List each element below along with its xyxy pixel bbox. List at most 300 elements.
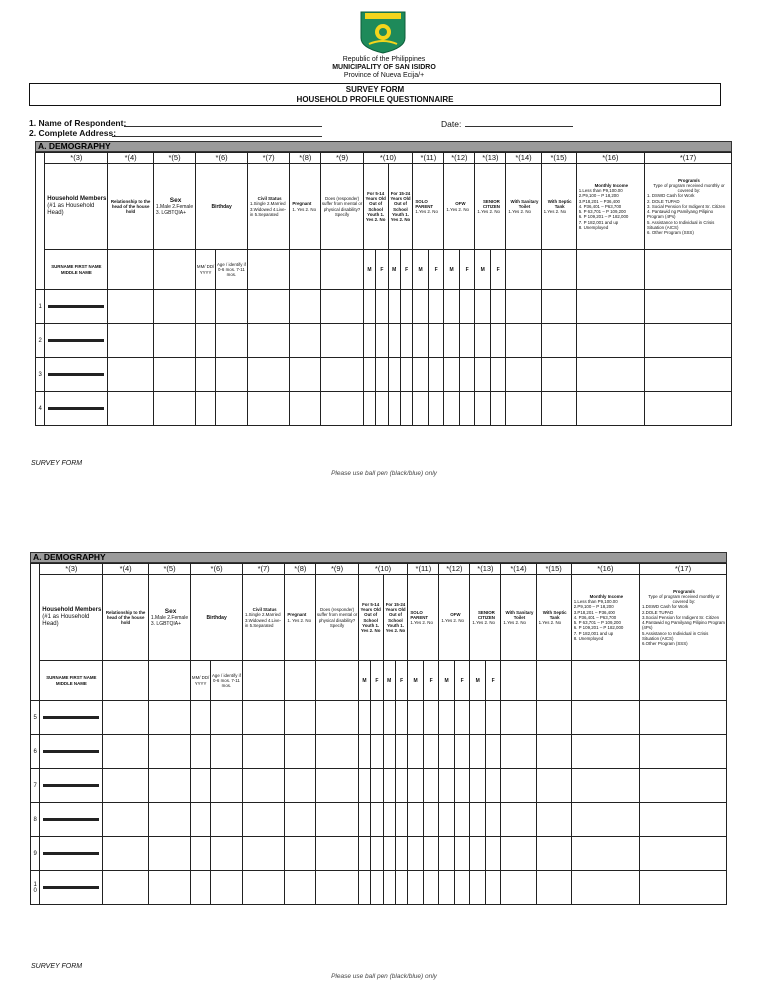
entry-cell[interactable]: [444, 358, 460, 392]
entry-cell[interactable]: [423, 701, 439, 735]
entry-cell[interactable]: [321, 358, 363, 392]
entry-cell[interactable]: [376, 324, 388, 358]
entry-cell[interactable]: [501, 803, 536, 837]
entry-cell[interactable]: [506, 392, 541, 426]
entry-cell[interactable]: [383, 735, 395, 769]
entry-cell[interactable]: [210, 871, 242, 905]
entry-cell[interactable]: [358, 837, 370, 871]
entry-cell[interactable]: [153, 392, 195, 426]
entry-cell[interactable]: [247, 324, 289, 358]
entry-cell[interactable]: [428, 290, 444, 324]
entry-cell[interactable]: [395, 837, 407, 871]
sex-subheader: [148, 661, 190, 701]
entry-cell[interactable]: [428, 358, 444, 392]
respondent-input-line[interactable]: [124, 126, 322, 127]
entry-cell[interactable]: [285, 837, 316, 871]
entry-cell[interactable]: [371, 701, 383, 735]
entry-cell[interactable]: [428, 392, 444, 426]
entry-cell[interactable]: [475, 324, 491, 358]
entry-cell[interactable]: [400, 290, 412, 324]
sex-label: Sex: [164, 608, 177, 615]
entry-cell[interactable]: [290, 290, 321, 324]
name-entry-lines[interactable]: [40, 750, 102, 753]
entry-cell[interactable]: [191, 701, 211, 735]
entry-cell[interactable]: [148, 803, 190, 837]
male-header: M: [413, 250, 429, 290]
entry-cell[interactable]: [501, 837, 536, 871]
entry-cell[interactable]: [490, 392, 506, 426]
entry-cell[interactable]: [639, 701, 726, 735]
name-entry-line[interactable]: [48, 307, 104, 308]
entry-cell[interactable]: [571, 837, 639, 871]
member-name-cell[interactable]: [40, 735, 103, 769]
member-name-cell[interactable]: [40, 837, 103, 871]
entry-cell[interactable]: [454, 769, 470, 803]
date-input-line[interactable]: [465, 126, 573, 127]
entry-cell[interactable]: [439, 701, 455, 735]
program-option: 1. DSWD Cash for Work: [646, 193, 695, 199]
member-name-cell[interactable]: [45, 358, 108, 392]
entry-cell[interactable]: [444, 290, 460, 324]
septic-tank-header: [541, 164, 576, 250]
entry-cell[interactable]: [316, 871, 358, 905]
entry-cell[interactable]: [321, 392, 363, 426]
entry-cell[interactable]: [470, 769, 486, 803]
entry-cell[interactable]: [541, 392, 576, 426]
female-header: F: [395, 661, 407, 701]
female-header: F: [490, 250, 506, 290]
entry-cell[interactable]: [196, 358, 216, 392]
entry-cell[interactable]: [408, 701, 424, 735]
entry-cell[interactable]: [536, 701, 571, 735]
entry-cell[interactable]: [470, 701, 486, 735]
name-entry-line[interactable]: [43, 888, 99, 889]
septic-subheader: [541, 250, 576, 290]
entry-cell[interactable]: [388, 290, 400, 324]
entry-cell[interactable]: [316, 803, 358, 837]
entry-cell[interactable]: [423, 769, 439, 803]
senior-citizen-options: 1.Yes 2. No: [477, 209, 500, 215]
entry-cell[interactable]: [108, 324, 153, 358]
name-entry-line[interactable]: [48, 409, 104, 410]
program-option: 6.Other Program (SSS): [641, 640, 688, 646]
name-entry-line[interactable]: [43, 820, 99, 821]
entry-cell[interactable]: [371, 837, 383, 871]
entry-cell[interactable]: [475, 358, 491, 392]
entry-cell[interactable]: [210, 837, 242, 871]
entry-cell[interactable]: [215, 392, 247, 426]
entry-cell[interactable]: [383, 769, 395, 803]
entry-cell[interactable]: [485, 803, 501, 837]
household-members-header: [45, 164, 108, 250]
entry-cell[interactable]: [400, 392, 412, 426]
entry-cell[interactable]: [506, 324, 541, 358]
entry-cell[interactable]: [242, 701, 284, 735]
entry-cell[interactable]: [423, 735, 439, 769]
pregnant-label: Pregnant: [292, 201, 312, 207]
entry-cell[interactable]: [536, 735, 571, 769]
entry-cell[interactable]: [395, 701, 407, 735]
col-8-header: *(8): [285, 564, 316, 575]
entry-cell[interactable]: [196, 392, 216, 426]
name-entry-lines[interactable]: [40, 886, 102, 889]
entry-cell[interactable]: [470, 871, 486, 905]
income-option: 3.P18,201 – P36,400: [578, 198, 620, 204]
entry-cell[interactable]: [363, 290, 375, 324]
entry-cell[interactable]: [321, 324, 363, 358]
entry-cell[interactable]: [470, 735, 486, 769]
name-entry-lines[interactable]: [40, 852, 102, 855]
entry-cell[interactable]: [210, 803, 242, 837]
male-header: M: [363, 250, 375, 290]
pregnant-header: [285, 575, 316, 661]
household-members-label: Household Members: [47, 196, 107, 202]
entry-cell[interactable]: [501, 769, 536, 803]
entry-cell[interactable]: [247, 290, 289, 324]
entry-cell[interactable]: [358, 871, 370, 905]
name-entry-line[interactable]: [43, 718, 99, 719]
entry-cell[interactable]: [383, 803, 395, 837]
name-parts-header: SURNAME FIRST NAME MIDDLE NAME: [40, 661, 103, 701]
entry-cell[interactable]: [371, 871, 383, 905]
entry-cell[interactable]: [363, 324, 375, 358]
demography-table-page1: [35, 152, 732, 426]
entry-cell[interactable]: [148, 735, 190, 769]
entry-cell[interactable]: [475, 392, 491, 426]
entry-cell[interactable]: [541, 324, 576, 358]
entry-cell[interactable]: [459, 392, 475, 426]
entry-cell[interactable]: [191, 837, 211, 871]
member-name-cell[interactable]: [40, 701, 103, 735]
entry-cell[interactable]: [242, 803, 284, 837]
entry-cell[interactable]: [423, 837, 439, 871]
entry-cell[interactable]: [408, 871, 424, 905]
entry-cell[interactable]: [388, 358, 400, 392]
entry-cell[interactable]: [541, 358, 576, 392]
entry-cell[interactable]: [196, 324, 216, 358]
col-17-header: *(17): [644, 153, 731, 164]
entry-cell[interactable]: [395, 769, 407, 803]
entry-cell[interactable]: [383, 837, 395, 871]
entry-cell[interactable]: [148, 837, 190, 871]
entry-cell[interactable]: [541, 290, 576, 324]
entry-cell[interactable]: [439, 871, 455, 905]
entry-cell[interactable]: [485, 735, 501, 769]
entry-cell[interactable]: [644, 290, 731, 324]
name-entry-line[interactable]: [48, 341, 104, 342]
entry-cell[interactable]: [383, 871, 395, 905]
entry-cell[interactable]: [454, 735, 470, 769]
entry-cell[interactable]: [490, 290, 506, 324]
entry-cell[interactable]: [103, 735, 148, 769]
entry-cell[interactable]: [639, 837, 726, 871]
name-parts-header: SURNAME FIRST NAME MIDDLE NAME: [45, 250, 108, 290]
row-number-header: [31, 564, 40, 701]
entry-cell[interactable]: [536, 803, 571, 837]
entry-cell[interactable]: [153, 358, 195, 392]
name-entry-lines[interactable]: [40, 716, 102, 719]
income-option: 4. P36,401 – P63,700: [573, 614, 617, 620]
entry-cell[interactable]: [285, 701, 316, 735]
entry-cell[interactable]: [148, 769, 190, 803]
entry-cell[interactable]: [536, 769, 571, 803]
entry-cell[interactable]: [485, 701, 501, 735]
entry-cell[interactable]: [371, 769, 383, 803]
entry-cell[interactable]: [639, 735, 726, 769]
entry-cell[interactable]: [639, 871, 726, 905]
entry-cell[interactable]: [454, 871, 470, 905]
entry-cell[interactable]: [413, 324, 429, 358]
entry-cell[interactable]: [383, 701, 395, 735]
entry-cell[interactable]: [215, 290, 247, 324]
entry-cell[interactable]: [444, 392, 460, 426]
col-6-header: *(6): [191, 564, 243, 575]
relationship-subheader: [108, 250, 153, 290]
entry-cell[interactable]: [358, 701, 370, 735]
entry-cell[interactable]: [490, 358, 506, 392]
solo-parent-label: SOLO PARENT: [415, 198, 434, 209]
entry-cell[interactable]: [485, 871, 501, 905]
entry-cell[interactable]: [454, 803, 470, 837]
entry-cell[interactable]: [371, 735, 383, 769]
name-entry-line[interactable]: [43, 854, 99, 855]
row-number: 1: [36, 290, 45, 324]
household-members-label: Household Members: [42, 607, 102, 613]
form-title: SURVEY FORM: [345, 85, 405, 94]
entry-cell[interactable]: [191, 769, 211, 803]
entry-cell[interactable]: [470, 837, 486, 871]
entry-cell[interactable]: [290, 358, 321, 392]
entry-cell[interactable]: [639, 769, 726, 803]
entry-cell[interactable]: [376, 392, 388, 426]
entry-cell[interactable]: [358, 769, 370, 803]
entry-cell[interactable]: [108, 392, 153, 426]
name-entry-lines[interactable]: [45, 305, 107, 308]
name-entry-line[interactable]: [48, 375, 104, 376]
member-name-cell[interactable]: [40, 769, 103, 803]
entry-cell[interactable]: [215, 324, 247, 358]
entry-cell[interactable]: [191, 803, 211, 837]
entry-cell[interactable]: [644, 392, 731, 426]
entry-cell[interactable]: [459, 324, 475, 358]
entry-cell[interactable]: [148, 871, 190, 905]
entry-cell[interactable]: [400, 358, 412, 392]
birthday-header: Birthday: [191, 575, 243, 661]
entry-cell[interactable]: [459, 358, 475, 392]
relationship-header: Relationship to the head of the house hold: [103, 575, 148, 661]
female-header: F: [400, 250, 412, 290]
name-entry-line[interactable]: [43, 752, 99, 753]
row-number: 3: [36, 358, 45, 392]
entry-cell[interactable]: [285, 735, 316, 769]
entry-cell[interactable]: [108, 358, 153, 392]
entry-cell[interactable]: [639, 803, 726, 837]
entry-cell[interactable]: [408, 803, 424, 837]
entry-cell[interactable]: [644, 324, 731, 358]
income-subheader: [576, 250, 644, 290]
entry-cell[interactable]: [153, 324, 195, 358]
entry-cell[interactable]: [363, 358, 375, 392]
program-subtitle: Type of program received monthly or covered by:: [653, 183, 725, 194]
name-entry-lines[interactable]: [40, 784, 102, 787]
entry-cell[interactable]: [439, 735, 455, 769]
entry-cell[interactable]: [321, 290, 363, 324]
entry-cell[interactable]: [242, 735, 284, 769]
member-name-cell[interactable]: [45, 290, 108, 324]
footer-pen-note: Please use ball pen (black/blue) only: [331, 470, 437, 477]
entry-cell[interactable]: [191, 735, 211, 769]
sex-header: [153, 164, 195, 250]
entry-cell[interactable]: [428, 324, 444, 358]
entry-cell[interactable]: [501, 735, 536, 769]
entry-cell[interactable]: [247, 358, 289, 392]
address-input-line[interactable]: [112, 136, 322, 137]
entry-cell[interactable]: [395, 871, 407, 905]
entry-cell[interactable]: [376, 358, 388, 392]
entry-cell[interactable]: [395, 803, 407, 837]
entry-cell[interactable]: [413, 358, 429, 392]
entry-cell[interactable]: [285, 769, 316, 803]
entry-cell[interactable]: [247, 392, 289, 426]
member-name-cell[interactable]: [45, 324, 108, 358]
col-4-header: *(4): [103, 564, 148, 575]
income-option: 6. P 109,201 – P 182,000: [573, 625, 624, 631]
entry-cell[interactable]: [196, 290, 216, 324]
entry-cell[interactable]: [576, 358, 644, 392]
entry-cell[interactable]: [408, 769, 424, 803]
col-7-header: *(7): [242, 564, 284, 575]
entry-cell[interactable]: [103, 701, 148, 735]
name-entry-line[interactable]: [43, 786, 99, 787]
entry-cell[interactable]: [371, 803, 383, 837]
entry-cell[interactable]: [470, 803, 486, 837]
date-label: Date:: [441, 119, 462, 129]
entry-cell[interactable]: [506, 290, 541, 324]
entry-cell[interactable]: [363, 392, 375, 426]
entry-cell[interactable]: [376, 290, 388, 324]
senior-citizen-label: SENIOR CITIZEN: [482, 198, 500, 209]
col-5-header: *(5): [153, 153, 195, 164]
entry-cell[interactable]: [454, 701, 470, 735]
member-name-cell[interactable]: [45, 392, 108, 426]
male-header: M: [383, 661, 395, 701]
entry-cell[interactable]: [316, 735, 358, 769]
entry-cell[interactable]: [103, 803, 148, 837]
entry-cell[interactable]: [576, 392, 644, 426]
entry-cell[interactable]: [215, 358, 247, 392]
entry-cell[interactable]: [316, 837, 358, 871]
entry-cell[interactable]: [571, 701, 639, 735]
entry-cell[interactable]: [413, 290, 429, 324]
entry-cell[interactable]: [490, 324, 506, 358]
member-name-cell[interactable]: [40, 871, 103, 905]
entry-cell[interactable]: [103, 837, 148, 871]
ofw-header: [444, 164, 475, 250]
member-name-cell[interactable]: [40, 803, 103, 837]
entry-cell[interactable]: [388, 324, 400, 358]
entry-cell[interactable]: [316, 701, 358, 735]
entry-cell[interactable]: [210, 701, 242, 735]
entry-cell[interactable]: [444, 324, 460, 358]
entry-cell[interactable]: [576, 324, 644, 358]
entry-cell[interactable]: [506, 358, 541, 392]
col-13-header: *(13): [475, 153, 506, 164]
entry-cell[interactable]: [395, 735, 407, 769]
entry-cell[interactable]: [576, 290, 644, 324]
entry-cell[interactable]: [358, 803, 370, 837]
entry-cell[interactable]: [210, 735, 242, 769]
entry-cell[interactable]: [153, 290, 195, 324]
entry-cell[interactable]: [242, 769, 284, 803]
entry-cell[interactable]: [388, 392, 400, 426]
name-entry-lines[interactable]: [45, 373, 107, 376]
entry-cell[interactable]: [501, 701, 536, 735]
entry-cell[interactable]: [210, 769, 242, 803]
name-entry-lines[interactable]: [45, 407, 107, 410]
entry-cell[interactable]: [423, 871, 439, 905]
row-number-header: [36, 153, 45, 290]
entry-cell[interactable]: [316, 769, 358, 803]
sanitary-toilet-header: [506, 164, 541, 250]
name-entry-lines[interactable]: [45, 339, 107, 342]
entry-cell[interactable]: [290, 324, 321, 358]
entry-cell[interactable]: [644, 358, 731, 392]
name-entry-lines[interactable]: [40, 818, 102, 821]
entry-cell[interactable]: [148, 701, 190, 735]
pregnant-header: [290, 164, 321, 250]
row-number: 2: [36, 324, 45, 358]
entry-cell[interactable]: [103, 769, 148, 803]
entry-cell[interactable]: [459, 290, 475, 324]
section-demography-page2: A. DEMOGRAPHY: [30, 552, 727, 563]
entry-cell[interactable]: [571, 871, 639, 905]
entry-cell[interactable]: [571, 735, 639, 769]
entry-cell[interactable]: [408, 837, 424, 871]
entry-cell[interactable]: [439, 837, 455, 871]
sex-label: Sex: [169, 197, 182, 204]
entry-cell[interactable]: [191, 871, 211, 905]
entry-cell[interactable]: [454, 837, 470, 871]
entry-cell[interactable]: [413, 392, 429, 426]
ofw-options: 1.Yes 2. No: [446, 206, 469, 212]
entry-cell[interactable]: [285, 803, 316, 837]
entry-cell[interactable]: [103, 871, 148, 905]
entry-cell[interactable]: [408, 735, 424, 769]
entry-cell[interactable]: [571, 803, 639, 837]
entry-cell[interactable]: [290, 392, 321, 426]
entry-cell[interactable]: [439, 803, 455, 837]
entry-cell[interactable]: [485, 769, 501, 803]
entry-cell[interactable]: [242, 871, 284, 905]
program-label: Program/s: [678, 177, 700, 183]
mmddyyyy-header: MM/ DD/ YYYY: [196, 250, 216, 290]
entry-cell[interactable]: [536, 871, 571, 905]
entry-cell[interactable]: [485, 837, 501, 871]
form-title-box: [29, 83, 721, 106]
entry-cell[interactable]: [536, 837, 571, 871]
entry-cell[interactable]: [423, 803, 439, 837]
entry-cell[interactable]: [475, 290, 491, 324]
entry-cell[interactable]: [571, 769, 639, 803]
entry-cell[interactable]: [285, 871, 316, 905]
entry-cell[interactable]: [501, 871, 536, 905]
entry-cell[interactable]: [400, 324, 412, 358]
entry-cell[interactable]: [439, 769, 455, 803]
entry-cell[interactable]: [358, 735, 370, 769]
entry-cell[interactable]: [242, 837, 284, 871]
entry-cell[interactable]: [108, 290, 153, 324]
footer-survey-label-page2: SURVEY FORM: [31, 963, 83, 970]
